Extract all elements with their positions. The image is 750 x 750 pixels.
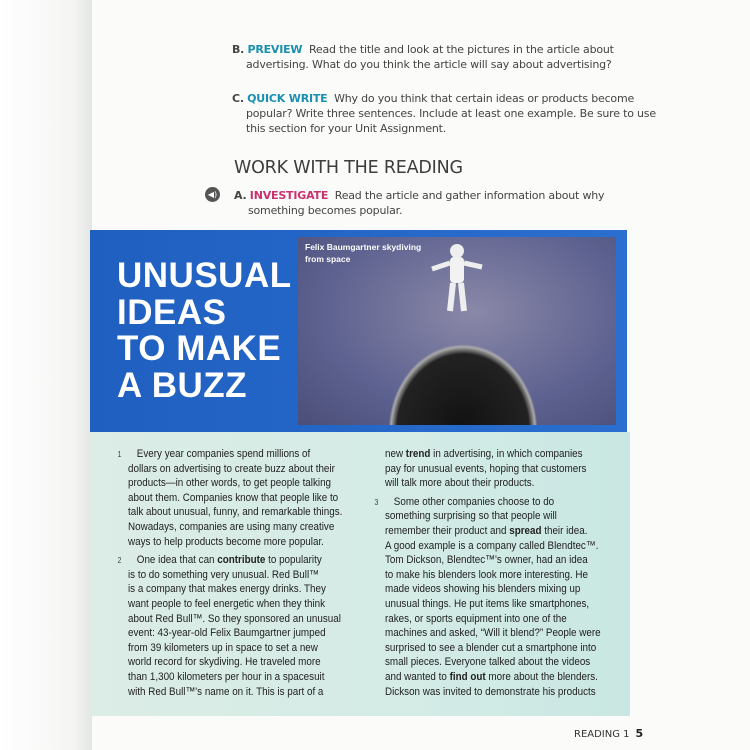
line-text: than 1,300 kilometers per hour in a spacesuit [128,670,325,683]
activity-text: Read the title and look at the pictures in the article about [308,43,614,56]
article-line [128,597,342,612]
title-line: IDEAS [117,292,227,332]
article-line [128,568,342,583]
line-text: event: 43-year-old Felix Baumgartner jumped [128,627,326,640]
line-text: in advertising, in which companies [430,448,583,460]
title-line: A BUZZ [117,365,248,405]
article-line [385,597,601,612]
vocabulary-word: contribute [217,554,266,567]
paragraph-number: 2 [117,556,122,566]
article-line [385,655,601,670]
article-line [385,509,601,524]
line-text: products—in other words, to get people talking [128,477,332,490]
article-line [374,495,601,510]
article-column-2 [374,447,601,699]
caption-line: from space [305,254,351,264]
activity-text: popular? Write three sentences. Include at least one example. Be sure to use [246,107,656,120]
article-line [128,520,342,535]
skydiving-photo [298,237,616,425]
activity-b [232,42,614,72]
line-text: A good example is a company called Blendtec™. [385,539,599,552]
photo-caption [305,241,421,265]
activity-text: advertising. What do you think the article will say about advertising? [246,58,612,71]
vocabulary-word: trend [405,448,431,460]
article-line [128,491,342,506]
line-text: want people to feel energetic when they think [128,597,326,610]
line-text: new [385,448,406,460]
line-text: about them. Companies know that people like to [128,491,339,504]
paragraph-number: 1 [117,450,122,459]
line-text: rakes, or sports equipment into one of the [385,612,567,625]
article-line [128,655,342,670]
skydiver-figure [424,241,490,321]
footer-label: READING 1 [574,729,630,740]
line-text: is to do something very unusual. Red Bull™ [128,568,319,581]
activity-c [232,91,656,136]
line-text: and wanted to [385,670,450,683]
vocabulary-word: spread [509,524,542,537]
article-column-1 [117,447,343,699]
activity-text: this section for your Unit Assignment. [246,122,447,135]
article-line [128,505,342,520]
speaker-icon[interactable]: ◀) [205,187,220,202]
line-text: from 39 kilometers up in space to set a new [128,641,318,654]
page-number: 5 [635,727,644,740]
activity-keyword: INVESTIGATE [249,189,329,202]
article-line [385,685,601,700]
caption-line: Felix Baumgartner skydiving [305,242,422,252]
activity-letter: C. [232,92,244,105]
article-line [385,582,601,597]
article-line [385,568,601,583]
article-line [385,641,601,656]
paragraph-number: 3 [374,497,379,507]
line-text: to make his blenders look more interesting. He [385,568,589,581]
article-line [385,612,601,627]
activity-keyword: QUICK WRITE [247,92,328,105]
line-text: unusual things. He put items like smartphones, [385,597,590,610]
article-line [128,535,342,550]
line-text: talk about unusual, funny, and remarkable things. [128,506,343,519]
article-line [128,612,342,627]
line-text: more about the blenders. [485,670,598,683]
activity-letter: B. [232,43,245,56]
article-line [385,476,601,491]
activity-text: something becomes popular. [248,204,403,217]
line-text: pay for unusual events, hoping that customers [385,462,587,475]
line-text: world record for skydiving. He traveled more [128,656,321,669]
article-line [385,524,601,539]
title-line: TO MAKE [117,329,282,368]
page-gutter [0,0,92,750]
article-line [117,553,342,568]
activity-text: Read the article and gather information about why [334,189,605,202]
article-line [128,641,342,656]
article-line [385,539,601,554]
article-line [385,553,601,568]
article-line [385,626,601,641]
line-text: something surprising so that people will [385,510,557,523]
article-line [128,582,342,597]
line-text: dollars on advertising to create buzz about their [128,462,335,475]
line-text: Some other companies choose to do [393,495,555,508]
article-line [128,626,342,641]
line-text: ways to help products become more popular. [128,535,324,548]
line-text: One idea that can [136,554,218,567]
line-text: is a company that makes energy drinks. They [128,583,326,596]
section-heading: WORK WITH THE READING [234,158,463,178]
line-text: with Red Bull™'s name on it. This is part of a [128,685,324,698]
activity-letter: A. [234,189,247,202]
article-line [385,462,601,477]
article-line [385,447,601,462]
line-text: made videos showing his blenders mixing up [385,583,581,596]
activity-keyword: PREVIEW [247,43,303,56]
vocabulary-word: find out [449,670,486,683]
line-text: Nowadays, companies are using many creative [128,520,335,533]
article-line [128,476,342,491]
line-text: to popularity [265,554,322,567]
line-text: their idea. [541,524,588,537]
line-text: machines and asked, “Will it blend?” People were [385,627,601,640]
article-title [117,258,292,404]
line-text: surprised to see a blender cut a smartphone into [385,641,597,654]
article-line [128,462,342,477]
article-line [128,685,342,700]
article-line [128,670,342,685]
line-text: Tom Dickson, Blendtec™'s owner, had an idea [385,554,588,567]
line-text: small pieces. Everyone talked about the videos [385,656,591,669]
line-text: Every year companies spend millions of [136,448,311,460]
line-text: remember their product and [385,524,510,537]
article-line [385,670,601,685]
line-text: will talk more about their products. [385,477,535,490]
activity-text: Why do you think that certain ideas or products become [334,92,635,105]
page-footer [574,727,643,740]
title-line: UNUSUAL [117,256,292,295]
activity-a [234,188,604,218]
line-text: about Red Bull™. So they sponsored an unusual [128,612,341,625]
capsule-hatch [378,332,548,425]
line-text: Dickson was invited to demonstrate his products [385,685,596,698]
article-line [117,447,342,462]
